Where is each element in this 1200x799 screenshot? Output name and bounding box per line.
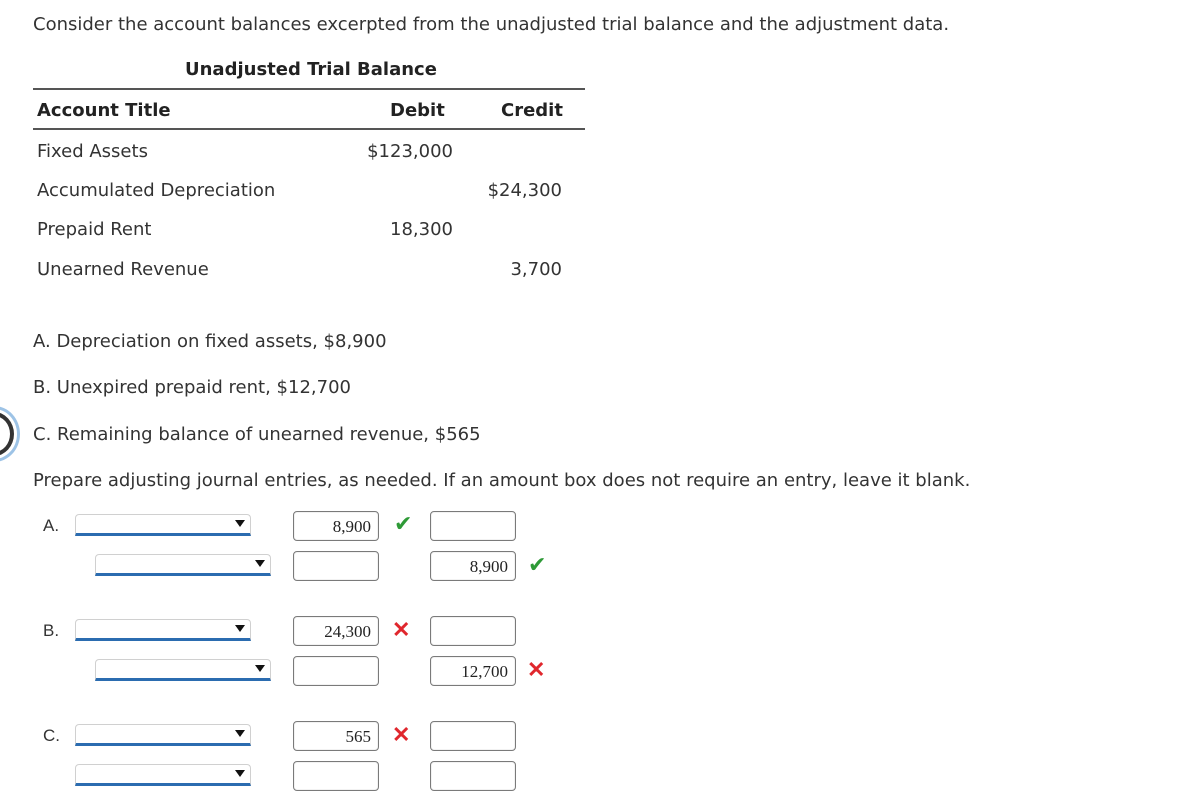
instructions: Prepare adjusting journal entries, as needed. If an amount box does not require an entry, leave it blank.: [33, 470, 971, 491]
debit-amount-input[interactable]: 565: [293, 721, 379, 751]
debit-amount-input[interactable]: [293, 656, 379, 686]
account-select[interactable]: [75, 619, 251, 641]
header-credit: Credit: [501, 100, 563, 121]
x-icon: ✕: [392, 617, 411, 642]
adjustment-a: A. Depreciation on fixed assets, $8,900: [33, 331, 387, 352]
trial-balance-title: Unadjusted Trial Balance: [185, 59, 437, 80]
table-row-credit: 3,700: [510, 259, 562, 280]
header-account-title: Account Title: [37, 100, 171, 121]
adjustment-c: C. Remaining balance of unearned revenue, $565: [33, 424, 481, 445]
entry-label-c: C.: [43, 726, 60, 745]
debit-amount-input[interactable]: 8,900: [293, 511, 379, 541]
table-top-rule: [33, 88, 585, 90]
header-bottom-rule: [33, 128, 585, 130]
account-select[interactable]: [95, 554, 271, 576]
table-row-account: Prepaid Rent: [37, 219, 152, 240]
caret-down-icon: [255, 665, 265, 672]
entry-label-b: B.: [43, 621, 60, 640]
table-row-debit: 18,300: [390, 219, 453, 240]
caret-down-icon: [235, 770, 245, 777]
credit-amount-input[interactable]: [430, 761, 516, 791]
credit-amount-input[interactable]: 12,700: [430, 656, 516, 686]
intro-text: Consider the account balances excerpted from the unadjusted trial balance and the adjustment data.: [33, 14, 950, 35]
credit-amount-input[interactable]: [430, 511, 516, 541]
table-row-credit: $24,300: [487, 180, 562, 201]
x-icon: ✕: [527, 657, 546, 682]
check-icon: ✔: [394, 512, 413, 537]
table-row-account: Unearned Revenue: [37, 259, 209, 280]
caret-down-icon: [235, 730, 245, 737]
caret-down-icon: [235, 520, 245, 527]
credit-amount-input[interactable]: 8,900: [430, 551, 516, 581]
check-icon: ✔: [528, 553, 547, 578]
adjustment-b: B. Unexpired prepaid rent, $12,700: [33, 377, 351, 398]
debit-amount-input[interactable]: [293, 761, 379, 791]
table-row-debit: $123,000: [367, 141, 453, 162]
account-select[interactable]: [75, 724, 251, 746]
header-debit: Debit: [390, 100, 445, 121]
account-select[interactable]: [95, 659, 271, 681]
caret-down-icon: [255, 560, 265, 567]
credit-amount-input[interactable]: [430, 616, 516, 646]
account-select[interactable]: [75, 514, 251, 536]
credit-amount-input[interactable]: [430, 721, 516, 751]
x-icon: ✕: [392, 722, 411, 747]
caret-down-icon: [235, 625, 245, 632]
debit-amount-input[interactable]: [293, 551, 379, 581]
table-row-account: Fixed Assets: [37, 141, 148, 162]
entry-label-a: A.: [43, 516, 60, 535]
debit-amount-input[interactable]: 24,300: [293, 616, 379, 646]
account-select[interactable]: [75, 764, 251, 786]
table-row-account: Accumulated Depreciation: [37, 180, 276, 201]
